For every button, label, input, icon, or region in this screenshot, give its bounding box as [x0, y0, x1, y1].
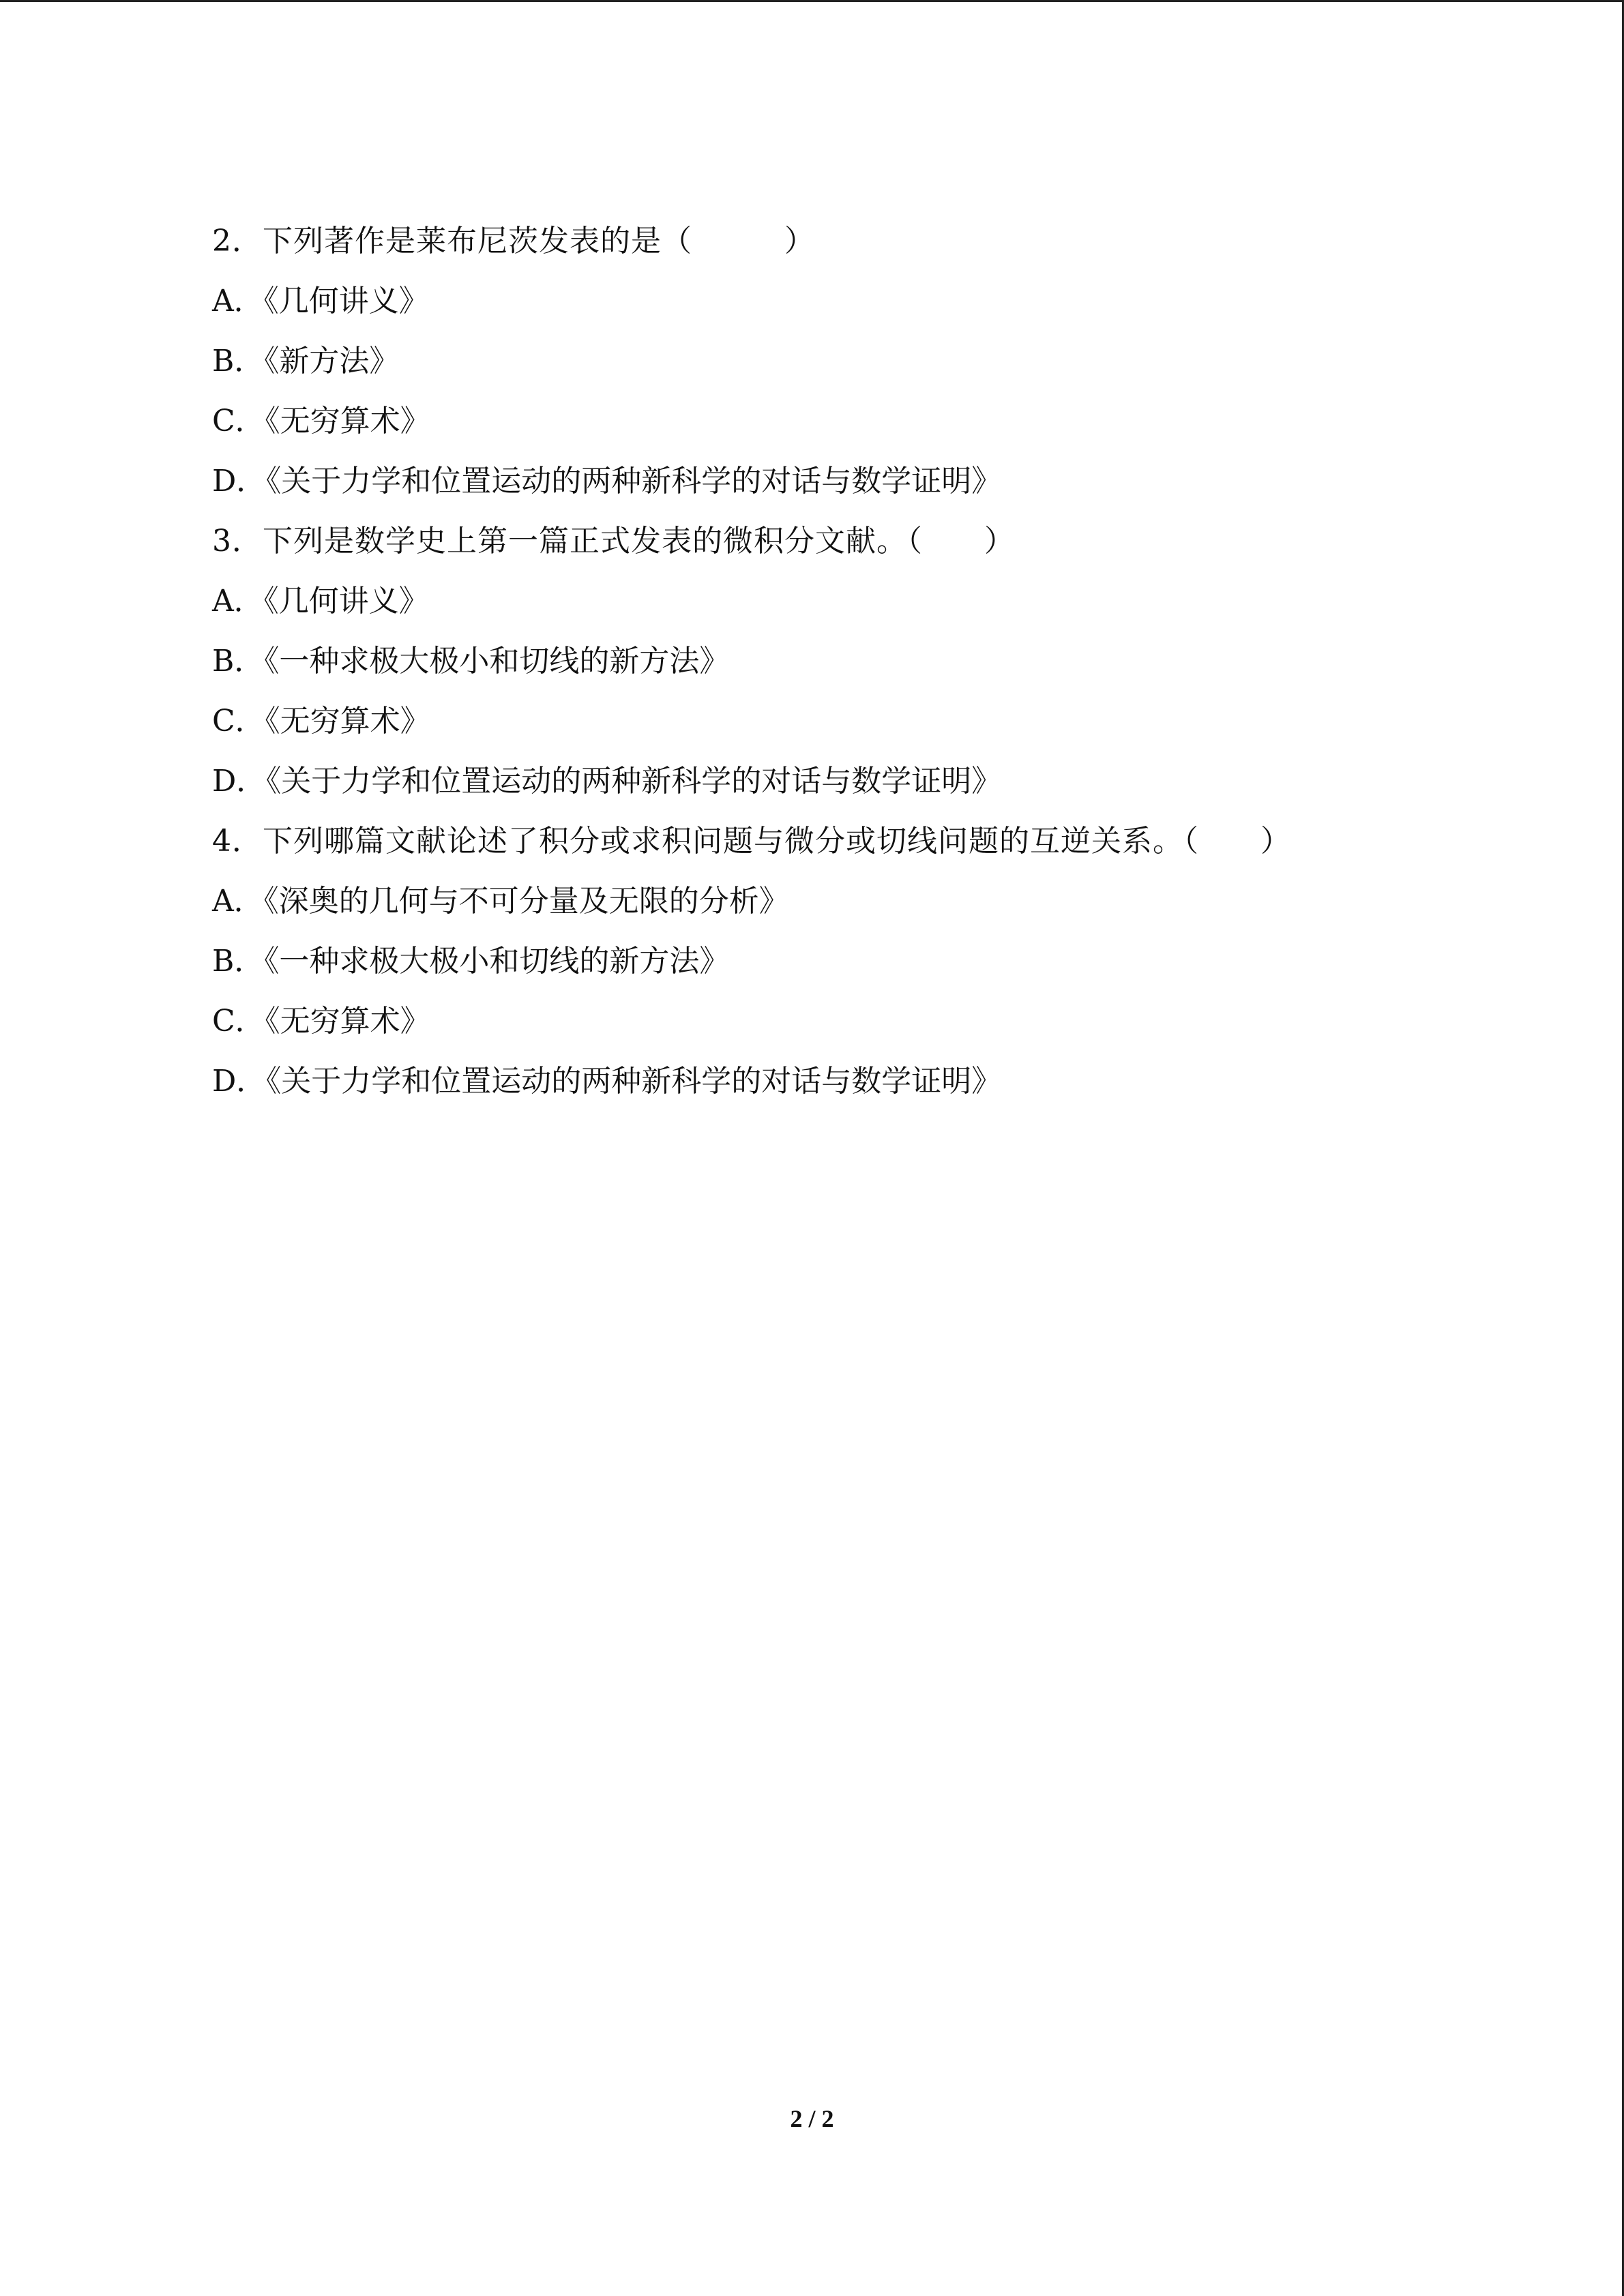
question-4-option-a: A．《深奥的几何与不可分量及无限的分析》	[212, 884, 789, 919]
question-3-option-d: D．《关于力学和位置运动的两种新科学的对话与数学证明》	[212, 764, 1002, 799]
question-4-option-c: C．《无穷算术》	[212, 1004, 430, 1039]
question-2-option-d: D．《关于力学和位置运动的两种新科学的对话与数学证明》	[212, 464, 1002, 498]
question-4-option-b: B．《一种求极大极小和切线的新方法》	[212, 944, 730, 979]
question-2-option-c: C．《无穷算术》	[212, 404, 430, 438]
question-3-option-c: C．《无穷算术》	[212, 704, 430, 739]
page-number: 2 / 2	[790, 2105, 834, 2132]
question-3-stem: 3．下列是数学史上第一篇正式发表的微积分文献。（ ）	[212, 524, 1015, 558]
question-2-option-a: A．《几何讲义》	[212, 284, 429, 318]
document-body	[212, 211, 1508, 1112]
question-4-option-d: D．《关于力学和位置运动的两种新科学的对话与数学证明》	[212, 1064, 1002, 1099]
question-2-stem: 2．下列著作是莱布尼茨发表的是（ ）	[212, 224, 815, 258]
question-4-stem: 4．下列哪篇文献论述了积分或求积问题与微分或切线问题的互逆关系。（ ）	[212, 824, 1291, 859]
question-3-option-b: B．《一种求极大极小和切线的新方法》	[212, 644, 730, 679]
question-3-option-a: A．《几何讲义》	[212, 584, 429, 618]
question-2-option-b: B．《新方法》	[212, 344, 400, 378]
page-border-top	[0, 0, 1624, 2]
